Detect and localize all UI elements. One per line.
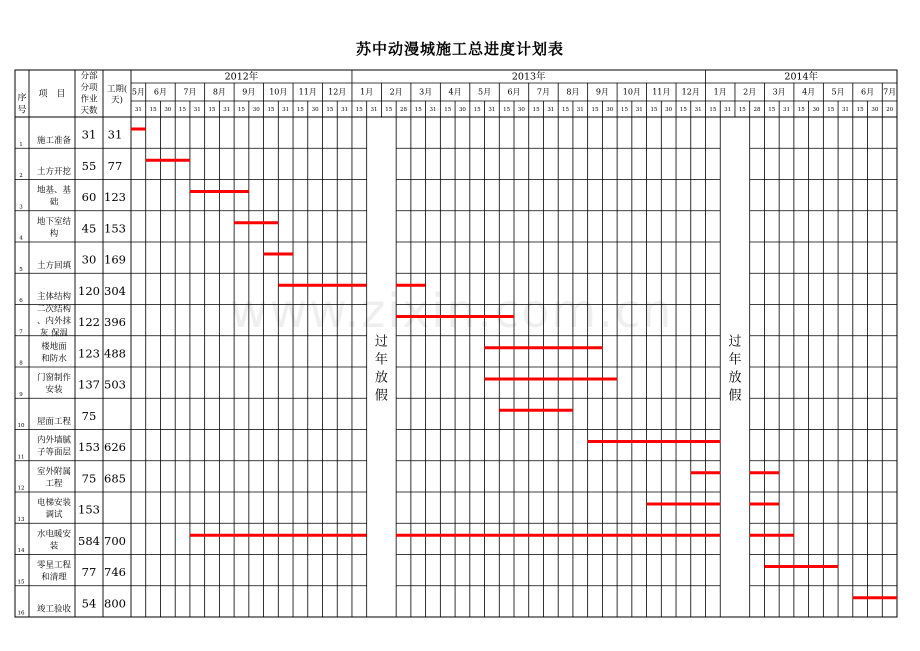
tick-label: 15 [296,107,304,113]
task-duration: 153 [78,440,100,455]
tick-label: 31 [724,107,732,113]
task-name: 子等面层 [36,447,72,458]
month-label: 9月 [242,87,256,97]
task-duration: 137 [78,377,100,392]
tick-label: 30 [252,107,260,113]
task-name: 电梯安装 [36,498,72,509]
task-name: 内外墙腻 [36,435,72,446]
task-duration: 75 [81,408,97,423]
holiday-text: 过 [728,334,742,350]
holiday-text: 放 [728,370,742,386]
tick-label: 15 [237,107,245,113]
seq-header: 序 [17,93,27,104]
task-name: 和防水 [41,353,67,364]
year-label: 2013年 [511,71,546,83]
duration-header: 天数 [80,106,98,116]
task-duration: 54 [81,596,97,611]
task-name: 土方回填 [36,260,72,271]
task-duration: 30 [81,252,97,267]
tick-label: 31 [576,107,584,113]
tick-label: 28 [400,107,408,113]
month-label: 1月 [713,87,727,97]
year-label: 2012年 [224,71,259,83]
tick-label: 15 [385,107,393,113]
duration-header: 分部 [80,71,98,82]
month-label: 4月 [802,87,816,97]
task-name: 工程 [45,478,63,489]
tick-label: 30 [164,107,172,113]
month-label: 5月 [131,87,145,97]
holiday-text: 放 [374,370,388,386]
tick-label: 15 [179,107,187,113]
task-cumulative: 153 [104,221,126,236]
task-seq: 15 [17,579,25,586]
tick-label: 15 [562,107,570,113]
tick-label: 15 [827,107,835,113]
task-name: 屋面工程 [36,417,72,427]
tick-label: 15 [738,107,746,113]
tick-label: 15 [149,107,157,113]
task-seq: 8 [19,360,23,367]
tick-label: 31 [429,107,437,113]
tick-label: 30 [517,107,525,113]
month-label: 11月 [298,87,317,97]
task-duration: 75 [81,471,97,486]
task-cumulative: 626 [104,440,126,455]
month-label: 5月 [831,87,845,97]
task-seq: 14 [17,548,25,554]
tick-label: 31 [193,107,201,113]
month-label: 6月 [860,87,875,97]
tick-label: 30 [458,107,466,113]
task-seq: 3 [19,204,23,211]
task-cumulative: 396 [104,315,126,330]
tick-label: 15 [709,107,717,113]
task-cumulative: 685 [104,471,126,486]
month-label: 1月 [360,87,374,97]
task-name: 安装 [45,385,63,396]
task-name: 地基、基 [36,185,72,196]
tick-label: 30 [665,107,673,113]
tick-label: 15 [532,107,540,113]
task-name: 装 [49,541,59,552]
task-seq: 2 [19,173,23,179]
tick-label: 31 [635,107,643,113]
month-label: 6月 [507,87,521,97]
tick-label: 15 [208,107,216,113]
tick-label: 15 [414,107,422,113]
task-name: 构 [49,228,59,239]
task-name: 灰 保温 [39,328,69,339]
task-duration: 123 [78,346,100,361]
month-label: 7月 [183,87,197,97]
task-seq: 10 [17,423,25,429]
duration-header: 作业 [80,94,98,105]
month-label: 6月 [153,87,168,97]
tick-label: 31 [841,107,849,113]
task-name: 门窗制作 [36,373,72,384]
task-seq: 7 [19,329,23,336]
task-seq: 12 [17,485,25,492]
tick-label: 20 [886,107,894,113]
task-duration: 45 [81,221,97,236]
tick-label: 15 [856,107,864,113]
task-name: 调试 [45,510,63,521]
holiday-text: 假 [728,388,742,404]
tick-label: 15 [620,107,628,113]
month-label: 12月 [328,87,347,97]
holiday-text: 年 [374,352,388,368]
task-duration: 120 [78,283,100,298]
task-name: 二次结构 [36,304,72,315]
holiday-text: 年 [728,352,742,368]
tick-label: 31 [488,107,496,113]
month-label: 2月 [389,87,403,97]
month-label: 11月 [652,87,671,97]
task-name: 施工准备 [36,135,72,146]
month-label: 4月 [448,87,462,97]
task-seq: 11 [17,454,25,461]
task-seq: 16 [17,610,25,617]
month-label: 7月 [883,87,897,97]
task-cumulative: 746 [104,565,126,580]
watermark: www.zixin.com.cn [230,284,674,338]
task-name: 础 [49,197,59,208]
tick-label: 15 [650,107,658,113]
task-cumulative: 169 [104,252,126,267]
tick-label: 15 [473,107,481,113]
tick-label: 30 [871,107,879,113]
task-name: 主体结构 [36,292,72,302]
month-label: 3月 [419,87,433,97]
tick-label: 15 [326,107,334,113]
cumulative-header: 天) [111,95,123,106]
month-label: 10月 [622,87,641,97]
task-cumulative: 503 [104,377,126,392]
task-name: 室外附属 [36,466,72,477]
tick-label: 15 [768,107,776,113]
task-seq: 6 [19,298,23,304]
task-name: 土方开挖 [36,167,72,177]
task-duration: 584 [78,533,100,548]
month-label: 9月 [595,87,609,97]
year-label: 2014年 [784,71,819,83]
tick-label: 15 [503,107,511,113]
task-duration: 153 [78,502,100,517]
task-seq: 1 [19,141,23,148]
tick-label: 15 [591,107,599,113]
task-name: 楼地面 [41,341,67,352]
task-name: 零星工程 [36,560,72,571]
tick-label: 31 [694,107,702,113]
holiday-text: 过 [374,334,388,350]
tick-label: 31 [134,107,142,113]
task-cumulative: 123 [104,190,126,205]
month-label: 8月 [212,87,226,97]
tick-label: 15 [797,107,805,113]
task-duration: 31 [81,127,97,142]
month-label: 5月 [477,87,492,97]
holiday-text: 假 [374,388,388,404]
task-cumulative: 800 [104,596,126,611]
month-label: 2月 [743,87,757,97]
tick-label: 31 [282,107,290,113]
month-label: 7月 [536,87,551,97]
task-cumulative: 304 [104,283,126,298]
page-title: 苏中动漫城施工总进度计划表 [355,40,564,58]
tick-label: 15 [355,107,363,113]
tick-label: 15 [444,107,452,113]
item-header: 项 目 [38,89,66,100]
task-seq: 9 [19,391,23,398]
task-duration: 77 [81,565,97,580]
task-seq: 5 [19,266,23,273]
task-seq: 13 [17,516,25,523]
task-name: 竣工验收 [36,604,72,615]
month-label: 12月 [681,87,700,97]
tick-label: 15 [267,107,275,113]
task-name: 、内外抹 [36,316,72,327]
task-duration: 60 [81,190,97,205]
tick-label: 30 [311,107,319,113]
task-cumulative: 77 [107,158,123,173]
month-label: 3月 [772,87,786,97]
tick-label: 31 [783,107,791,113]
task-name: 和清理 [41,572,67,583]
task-name: 水电暖安 [36,529,72,540]
task-duration: 55 [81,158,97,173]
tick-label: 31 [370,107,378,113]
duration-header: 分项 [80,83,98,93]
tick-label: 31 [341,107,349,113]
seq-header: 号 [17,105,27,116]
tick-label: 30 [606,107,614,113]
task-cumulative: 700 [104,533,126,548]
tick-label: 31 [547,107,555,113]
task-duration: 122 [78,315,100,330]
task-cumulative: 31 [107,127,123,142]
task-seq: 4 [19,235,23,242]
tick-label: 31 [223,107,231,113]
tick-label: 28 [753,107,761,113]
tick-label: 30 [812,107,820,113]
month-label: 10月 [269,87,288,97]
cumulative-header: 工期( [106,84,128,95]
task-name: 地下室结 [36,216,72,227]
month-label: 8月 [566,87,580,97]
task-cumulative: 488 [104,346,126,361]
tick-label: 15 [679,107,687,113]
